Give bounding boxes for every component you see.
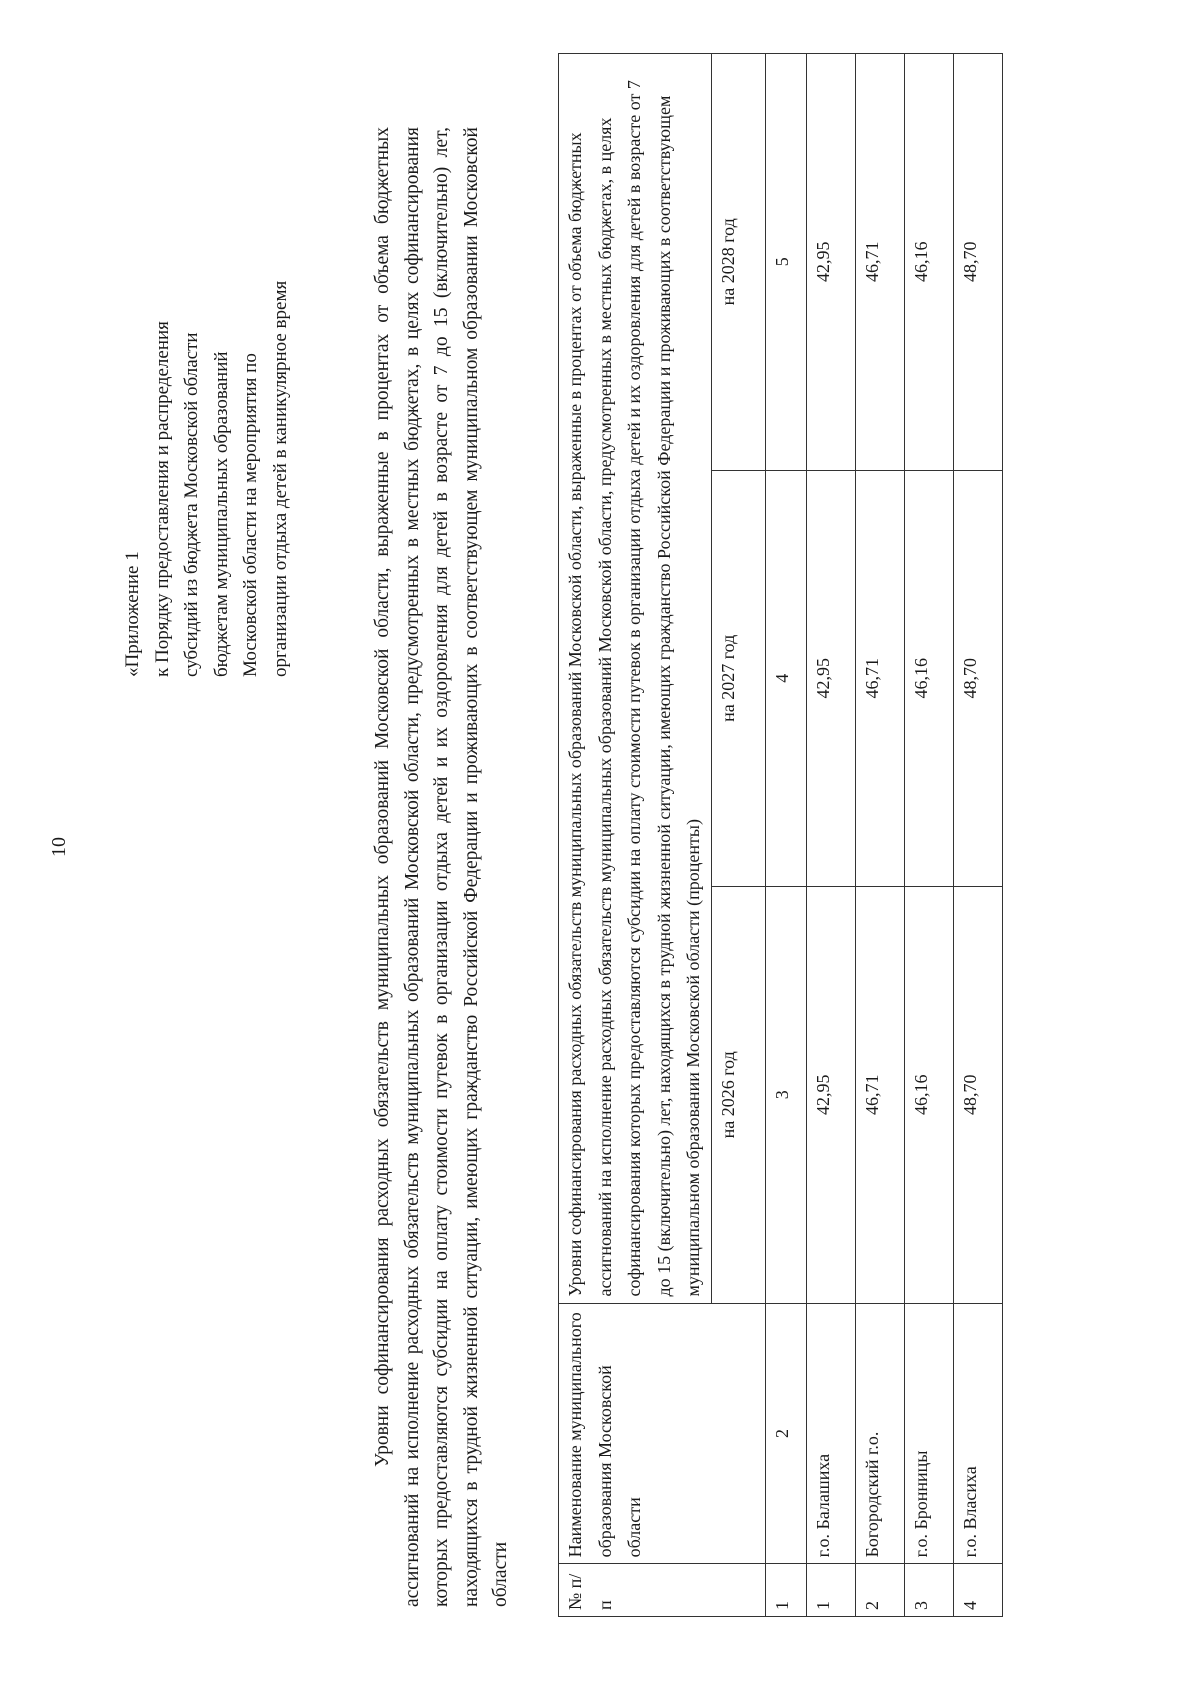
column-index: 5 xyxy=(765,54,806,471)
row-value-2027: 48,70 xyxy=(953,470,1002,887)
header-year-2028: на 2028 год xyxy=(711,54,765,471)
row-value-2028: 46,16 xyxy=(904,54,953,471)
row-num: 3 xyxy=(904,1564,953,1617)
row-num: 1 xyxy=(806,1564,855,1617)
appendix-line: Московской области на мероприятия по xyxy=(240,353,261,677)
header-name: Наименование муниципального образования Московской области xyxy=(559,1303,766,1564)
table-row xyxy=(855,54,904,1617)
column-index: 3 xyxy=(765,887,806,1304)
row-num: 2 xyxy=(855,1564,904,1617)
appendix-line: к Порядку предоставления и распределения xyxy=(151,321,173,677)
header-num: № п/п xyxy=(559,1564,766,1617)
column-index: 2 xyxy=(765,1303,806,1564)
row-value-2026: 42,95 xyxy=(806,887,855,1304)
row-value-2028: 46,71 xyxy=(855,54,904,471)
header-year-2027: на 2027 год xyxy=(711,470,765,887)
appendix-block xyxy=(118,57,295,677)
row-value-2026: 46,16 xyxy=(904,887,953,1304)
row-value-2028: 48,70 xyxy=(953,54,1002,471)
column-index: 1 xyxy=(765,1564,806,1617)
row-name: г.о. Власиха xyxy=(953,1303,1002,1564)
page-number: 10 xyxy=(48,837,70,857)
row-name: Богородский г.о. xyxy=(855,1303,904,1564)
row-value-2027: 42,95 xyxy=(806,470,855,887)
row-value-2027: 46,71 xyxy=(855,470,904,887)
row-name: г.о. Балашиха xyxy=(806,1303,855,1564)
table-row xyxy=(953,54,1002,1617)
appendix-line: бюджетам муниципальных образований xyxy=(210,351,232,677)
cofinancing-table xyxy=(558,53,1003,1617)
row-value-2026: 48,70 xyxy=(953,887,1002,1304)
row-num: 4 xyxy=(953,1564,1002,1617)
column-index: 4 xyxy=(765,470,806,887)
table-row xyxy=(904,54,953,1617)
header-year-2026: на 2026 год xyxy=(711,887,765,1304)
appendix-line: организации отдыха детей в каникулярное время xyxy=(269,280,291,677)
table-row xyxy=(806,54,855,1617)
row-name: г.о. Бронницы xyxy=(904,1303,953,1564)
appendix-line: субсидий из бюджета Московской области xyxy=(181,332,202,677)
row-value-2028: 42,95 xyxy=(806,54,855,471)
header-levels: Уровни софинансирования расходных обязательств муниципальных образований Московской области, выраженные в процентах от объема бюджетных ассигнований на исполнение расходных обязательств муниципальных образований Московской области, предусмотренных в местных бюджетах, в целях софинансирования которых предоставляются субсидии на оплату стоимости путевок в организации отдыха детей и их оздоровления для детей в возрасте от 7 до 15 (включительно) лет, находящихся в трудной жизненной ситуации, имеющих гражданство Российской Федерации и проживающих в соответствующем муниципальном образовании Московской области (проценты) xyxy=(559,54,712,1304)
row-value-2027: 46,16 xyxy=(904,470,953,887)
row-value-2026: 46,71 xyxy=(855,887,904,1304)
document-title: Уровни софинансирования расходных обязательств муниципальных образований Московской области, выраженные в процентах от объема бюджетных ассигнований на исполнение расходных обязательств муниципальных образований Московской области, предусмотренных в местных бюджетах, в целях софинансирования которых предоставляются субсидии на оплату стоимости путевок в организации отдыха детей и их оздоровления для детей в возрасте от 7 до 15 (включительно) лет, находящихся в трудной жизненной ситуации, имеющих гражданство Российской Федерации и проживающих в соответствующем муниципальном образовании Московской области xyxy=(372,127,511,1607)
column-index-row xyxy=(765,54,806,1617)
appendix-line: «Приложение 1 xyxy=(122,551,143,677)
